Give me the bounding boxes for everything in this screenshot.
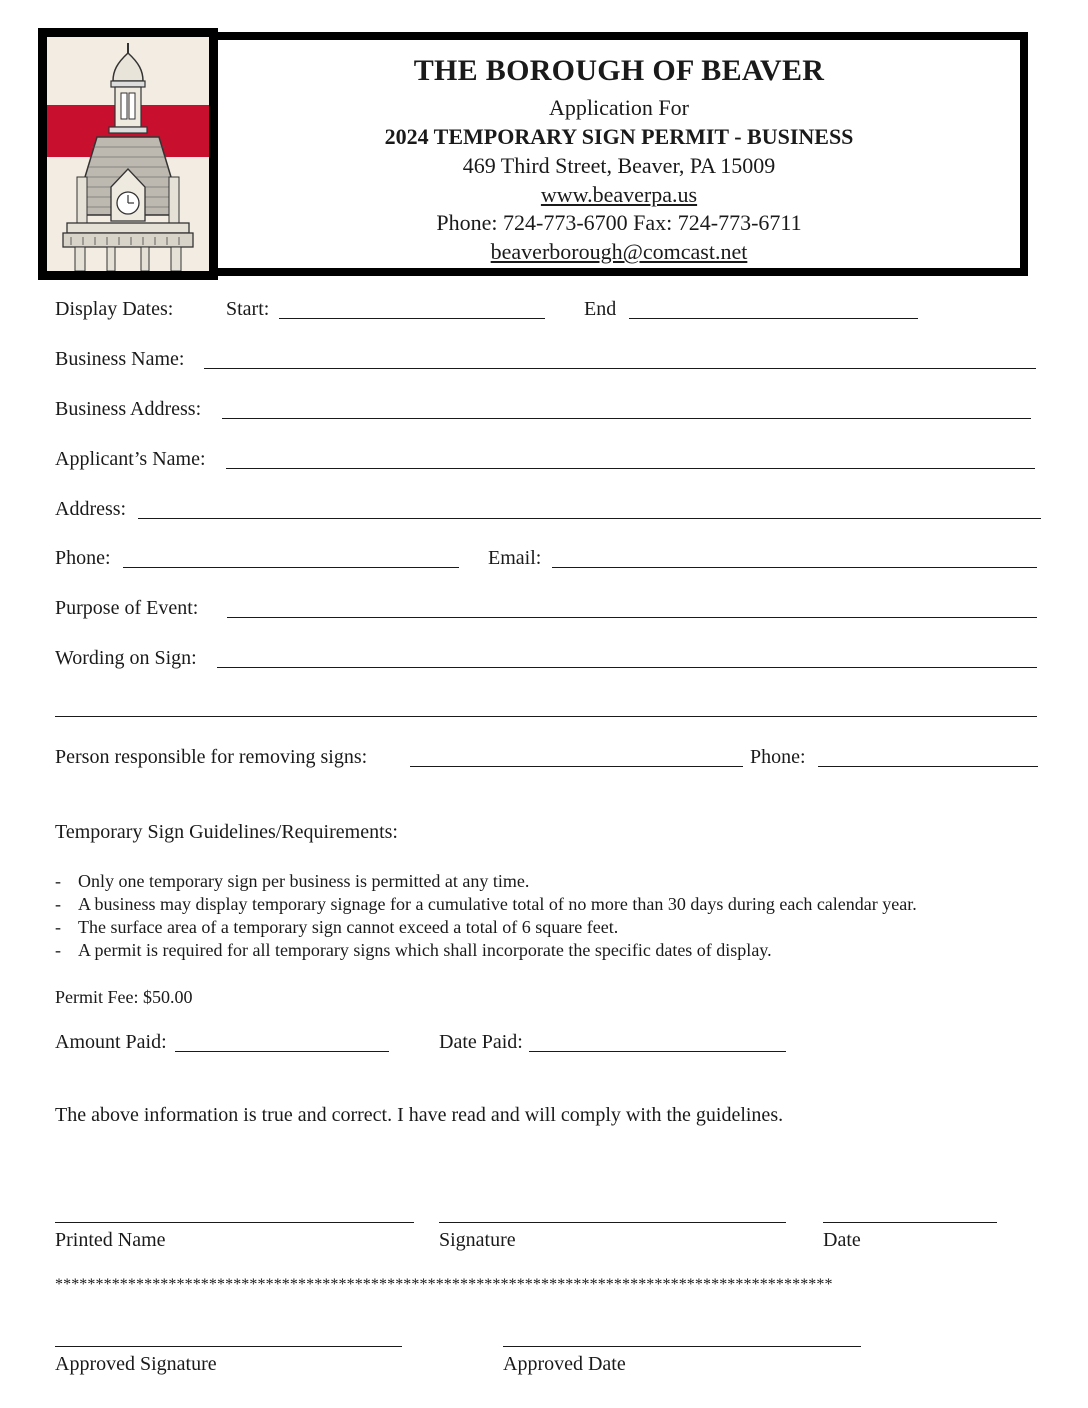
- wording-field-line-2[interactable]: [55, 716, 1037, 717]
- purpose-field[interactable]: [227, 617, 1037, 618]
- wording-field[interactable]: [217, 667, 1037, 668]
- list-item: A permit is required for all temporary signs which shall incorporate the specific dates of display.: [78, 940, 772, 960]
- borough-address: 469 Third Street, Beaver, PA 15009: [462, 153, 776, 178]
- printed-name-field[interactable]: [55, 1222, 414, 1223]
- person-responsible-label: Person responsible for removing signs:: [55, 746, 368, 768]
- logo-frame: [38, 28, 218, 280]
- permit-title: 2024 TEMPORARY SIGN PERMIT - BUSINESS: [384, 124, 854, 149]
- start-date-field[interactable]: [279, 318, 545, 319]
- phone-label: Phone:: [55, 547, 111, 569]
- purpose-label: Purpose of Event:: [55, 597, 199, 619]
- start-label: Start:: [226, 298, 270, 320]
- signature-label: Signature: [439, 1229, 516, 1251]
- email-label: Email:: [488, 547, 542, 569]
- phone-fax: Phone: 724-773-6700 Fax: 724-773-6711: [436, 210, 802, 235]
- date-label: Date: [823, 1229, 861, 1251]
- list-item: The surface area of a temporary sign cannot exceed a total of 6 square feet.: [78, 917, 619, 937]
- clock-tower-icon: [47, 37, 209, 271]
- amount-paid-field[interactable]: [175, 1051, 389, 1052]
- subtitle: Application For: [549, 95, 689, 120]
- amount-paid-label: Amount Paid:: [55, 1031, 167, 1053]
- end-label: End: [584, 298, 617, 320]
- bullet: -: [55, 940, 61, 960]
- certification-statement: The above information is true and correct. I have read and will comply with the guidelines.: [55, 1104, 784, 1126]
- page-title: THE BOROUGH OF BEAVER: [413, 54, 825, 87]
- display-dates-label: Display Dates:: [55, 298, 174, 320]
- bullet: -: [55, 894, 61, 914]
- permit-fee: Permit Fee: $50.00: [55, 987, 193, 1007]
- approved-signature-field[interactable]: [55, 1346, 402, 1347]
- guidelines-heading: Temporary Sign Guidelines/Requirements:: [55, 821, 398, 843]
- email-field[interactable]: [552, 567, 1037, 568]
- separator-line: ************************************************************************************************: [55, 1276, 833, 1293]
- list-item: Only one temporary sign per business is permitted at any time.: [78, 871, 530, 891]
- wording-label: Wording on Sign:: [55, 647, 197, 669]
- person-responsible-field[interactable]: [410, 766, 743, 767]
- approved-date-label: Approved Date: [503, 1353, 626, 1375]
- responsible-phone-field[interactable]: [818, 766, 1038, 767]
- letterhead: [210, 32, 1028, 276]
- business-name-field[interactable]: [204, 368, 1036, 369]
- end-date-field[interactable]: [629, 318, 918, 319]
- email-link[interactable]: beaverborough@comcast.net: [490, 239, 748, 264]
- list-item: A business may display temporary signage for a cumulative total of no more than 30 days during each calendar year.: [78, 894, 917, 914]
- website-link[interactable]: www.beaverpa.us: [540, 182, 698, 207]
- bullet: -: [55, 917, 61, 937]
- business-name-label: Business Name:: [55, 348, 185, 370]
- address-label: Address:: [55, 498, 127, 520]
- bullet: -: [55, 871, 61, 891]
- date-field[interactable]: [823, 1222, 997, 1223]
- responsible-phone-label: Phone:: [750, 746, 806, 768]
- printed-name-label: Printed Name: [55, 1229, 166, 1251]
- business-address-label: Business Address:: [55, 398, 202, 420]
- signature-field[interactable]: [439, 1222, 786, 1223]
- business-address-field[interactable]: [222, 418, 1031, 419]
- borough-clock-tower-logo: [47, 37, 209, 271]
- applicant-name-label: Applicant’s Name:: [55, 448, 206, 470]
- phone-field[interactable]: [123, 567, 459, 568]
- date-paid-label: Date Paid:: [439, 1031, 523, 1053]
- approved-date-field[interactable]: [503, 1346, 861, 1347]
- approved-signature-label: Approved Signature: [55, 1353, 217, 1375]
- address-field[interactable]: [138, 518, 1041, 519]
- applicant-name-field[interactable]: [226, 468, 1035, 469]
- date-paid-field[interactable]: [529, 1051, 786, 1052]
